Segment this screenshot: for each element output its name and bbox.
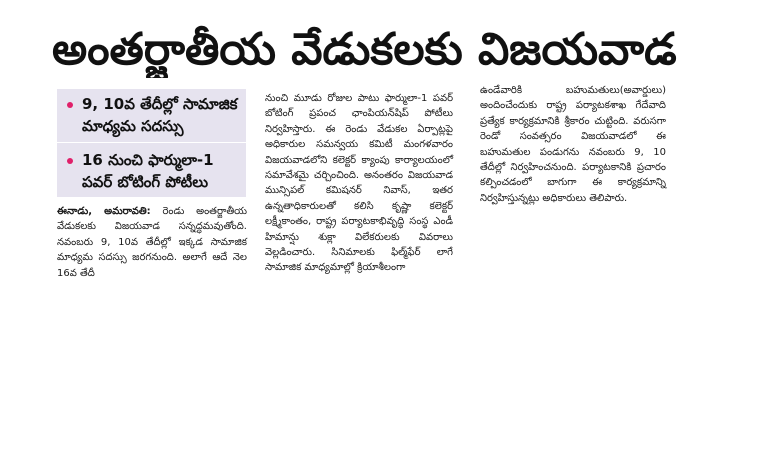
highlight-item	[57, 149, 246, 193]
article-column-3: ఉండేవారికి బహుమతులు(అవార్డులు) అందించేందుకు రాష్ట్ర పర్యాటకశాఖ గేదేవాది ప్రత్యేక కార్యక్రమానికి శ్రీకారం చుట్టింది. వరుసగా రెండో సంవత్సరం విజయవాడలో ఈ బహుమతుల పండుగను నవంబరు 9, 10 తేదీల్లో నిర్వహించనుంది. పర్యాటకానికి ప్రచారం కల్పించడంలో బాగుగా ఈ కార్యక్రమాన్ని నిర్వహిస్తున్నట్లు అధికారులు తెలిపారు.	[480, 85, 666, 204]
headline: అంతర్జాతీయ వేడుకలకు విజయవాడ	[52, 24, 677, 75]
article-column-1	[57, 204, 247, 281]
highlights-box	[57, 89, 246, 197]
highlight-text: 9, 10వ తేదీల్లో సామాజిక మాధ్యమ సదస్సు	[82, 95, 238, 135]
highlight-text: 16 నుంచి ఫార్ములా-1 పవర్ బోటింగ్ పోటీలు	[82, 151, 214, 191]
highlight-item	[57, 93, 246, 137]
highlight-divider	[57, 142, 246, 143]
bullet-icon	[67, 158, 73, 164]
dateline: ఈనాడు, అమరావతి:	[57, 206, 151, 217]
article-column-2: నుంచి మూడు రోజుల పాటు ఫార్ములా-1 పవర్ బోటింగ్ ప్రపంచ ఛాంపియన్‌షిప్ పోటీలు నిర్వహిస్తారు. ఈ రెండు వేడుకల ఏర్పాట్లపై అధికారుల సమన్వయ కమిటీ మంగళవారం విజయవాడలోని కలెక్టర్ క్యాంపు కార్యాలయంలో సమావేశమై చర్చించింది. అనంతరం విజయవాడ మున్సిపల్ కమిషనర్ నివాస్, ఇతర ఉన్నతాధికారులతో కలిసి కృష్ణా కలెక్టర్ లక్ష్మీకాంతం, రాష్ట్ర పర్యాటకాభివృద్ధి సంస్థ ఎండీ హిమాన్షు శుక్లా విలేకరులకు వివరాలు వెల్లడించారు. సినిమాలకు ఫిల్మ్‌ఫేర్ లాగే సామాజిక మాధ్యమాల్లో క్రియాశీలంగా	[265, 93, 453, 274]
bullet-icon	[67, 102, 73, 108]
column-1-text: రెండు అంతర్జాతీయ వేడుకలకు విజయవాడ సన్నద్ధమవుతోంది. నవంబరు 9, 10వ తేదీల్లో ఇక్కడ సామాజిక మాధ్యమ సదస్సు జరగనుంది. అలాగే ఆదే నెల 16వ తేదీ	[57, 206, 247, 279]
